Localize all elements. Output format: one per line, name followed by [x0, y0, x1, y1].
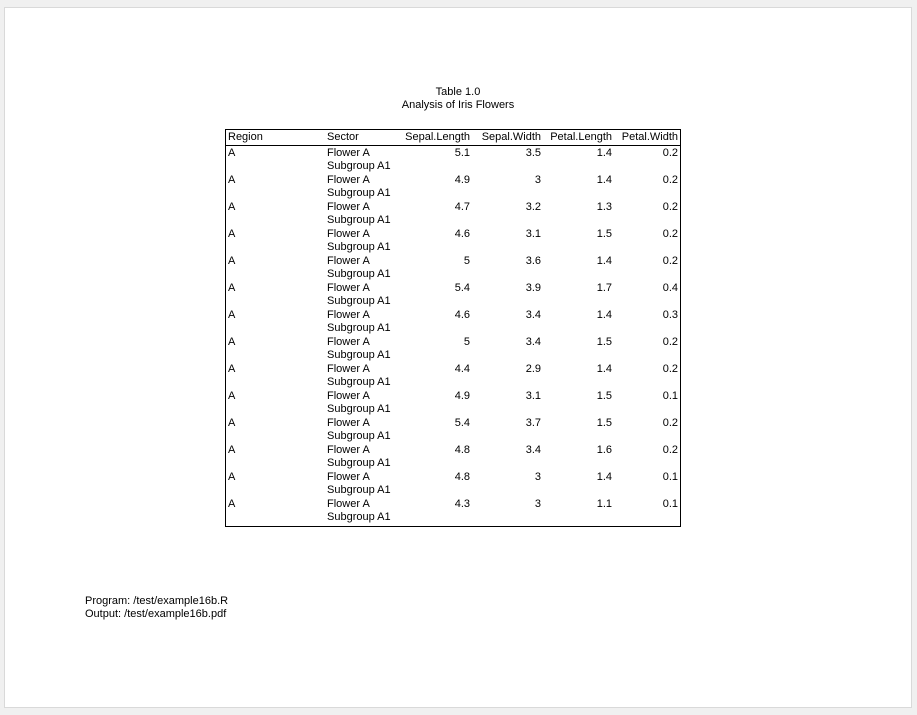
cell-sector [325, 173, 399, 200]
sector-flower: Flower A [327, 336, 370, 348]
cell-petal-length: 1.4 [596, 471, 612, 483]
cell-sepal-width: 3.1 [525, 228, 541, 240]
iris-table-frame [225, 129, 681, 527]
cell-region: A [228, 444, 236, 456]
cell-sepal-length: 4.9 [454, 390, 470, 402]
cell-sepal-length: 4.3 [454, 498, 470, 510]
sector-subgroup: Subgroup A1 [327, 241, 391, 253]
sector-subgroup: Subgroup A1 [327, 403, 391, 415]
cell-sepal-length: 4.4 [454, 363, 470, 375]
cell-region: A [228, 336, 236, 348]
cell-petal-length: 1.1 [596, 498, 612, 510]
cell-petal-length: 1.4 [596, 174, 612, 186]
cell-petal-width: 0.2 [662, 201, 678, 213]
table-row [226, 335, 680, 362]
table-row [226, 443, 680, 470]
sector-flower: Flower A [327, 228, 370, 240]
table-number-title: Table 1.0 [435, 86, 481, 98]
cell-petal-width: 0.2 [662, 336, 678, 348]
cell-sector [325, 470, 399, 497]
sector-subgroup: Subgroup A1 [327, 430, 391, 442]
cell-sepal-length: 5 [463, 255, 470, 267]
cell-petal-width: 0.2 [662, 147, 678, 159]
cell-region: A [228, 498, 236, 510]
cell-petal-width: 0.4 [662, 282, 678, 294]
cell-sector [325, 200, 399, 227]
cell-region: A [228, 282, 236, 294]
sector-flower: Flower A [327, 471, 370, 483]
cell-region: A [228, 390, 236, 402]
cell-sector [325, 443, 399, 470]
cell-sepal-width: 3 [534, 174, 541, 186]
cell-petal-length: 1.5 [596, 228, 612, 240]
cell-sepal-length: 4.7 [454, 201, 470, 213]
cell-petal-length: 1.5 [596, 336, 612, 348]
cell-petal-length: 1.4 [596, 255, 612, 267]
cell-sepal-length: 4.6 [454, 228, 470, 240]
output-path: Output: /test/example16b.pdf [85, 608, 227, 620]
sector-flower: Flower A [327, 498, 370, 510]
table-row [226, 470, 680, 497]
cell-region: A [228, 201, 236, 213]
table-main-title: Analysis of Iris Flowers [401, 99, 515, 111]
cell-sector [325, 362, 399, 389]
cell-sepal-width: 3 [534, 471, 541, 483]
sector-subgroup: Subgroup A1 [327, 457, 391, 469]
cell-petal-length: 1.5 [596, 390, 612, 402]
cell-petal-width: 0.3 [662, 309, 678, 321]
sector-subgroup: Subgroup A1 [327, 160, 391, 172]
cell-region: A [228, 363, 236, 375]
cell-sepal-width: 3 [534, 498, 541, 510]
iris-table [226, 130, 680, 524]
sector-flower: Flower A [327, 390, 370, 402]
table-row [226, 389, 680, 416]
sector-flower: Flower A [327, 417, 370, 429]
table-body [226, 146, 680, 525]
sector-flower: Flower A [327, 444, 370, 456]
cell-sector [325, 335, 399, 362]
report-page [4, 7, 912, 708]
sector-subgroup: Subgroup A1 [327, 268, 391, 280]
cell-sepal-width: 3.2 [525, 201, 541, 213]
cell-sepal-width: 3.4 [525, 444, 541, 456]
sector-subgroup: Subgroup A1 [327, 349, 391, 361]
column-header-region: Region [226, 130, 325, 146]
cell-region: A [228, 147, 236, 159]
report-footer [85, 595, 228, 621]
cell-sector [325, 227, 399, 254]
cell-petal-length: 1.7 [596, 282, 612, 294]
cell-petal-width: 0.2 [662, 363, 678, 375]
cell-sector [325, 281, 399, 308]
cell-petal-length: 1.5 [596, 417, 612, 429]
cell-petal-width: 0.1 [662, 498, 678, 510]
sector-flower: Flower A [327, 147, 370, 159]
cell-sepal-length: 4.8 [454, 444, 470, 456]
cell-sector [325, 497, 399, 524]
sector-subgroup: Subgroup A1 [327, 484, 391, 496]
column-header-sepal-width: Sepal.Width [472, 130, 543, 146]
table-header-row [226, 130, 680, 146]
cell-region: A [228, 471, 236, 483]
sector-flower: Flower A [327, 174, 370, 186]
cell-region: A [228, 417, 236, 429]
cell-region: A [228, 174, 236, 186]
cell-petal-width: 0.2 [662, 228, 678, 240]
sector-subgroup: Subgroup A1 [327, 376, 391, 388]
table-row [226, 362, 680, 389]
column-header-sector: Sector [325, 130, 399, 146]
cell-sector [325, 389, 399, 416]
cell-sector [325, 416, 399, 443]
program-path: Program: /test/example16b.R [85, 595, 229, 607]
cell-sepal-width: 2.9 [525, 363, 541, 375]
cell-petal-length: 1.4 [596, 147, 612, 159]
table-row [226, 227, 680, 254]
cell-sepal-width: 3.6 [525, 255, 541, 267]
column-header-petal-width: Petal.Width [614, 130, 680, 146]
cell-sepal-width: 3.1 [525, 390, 541, 402]
cell-sepal-length: 5.4 [454, 282, 470, 294]
cell-petal-length: 1.4 [596, 363, 612, 375]
table-row [226, 146, 680, 174]
cell-sector [325, 308, 399, 335]
cell-sepal-length: 5 [463, 336, 470, 348]
cell-petal-length: 1.4 [596, 309, 612, 321]
column-header-petal-length: Petal.Length [543, 130, 614, 146]
table-row [226, 254, 680, 281]
cell-petal-width: 0.1 [662, 390, 678, 402]
cell-petal-width: 0.2 [662, 417, 678, 429]
cell-region: A [228, 255, 236, 267]
cell-sector [325, 146, 399, 174]
sector-subgroup: Subgroup A1 [327, 322, 391, 334]
table-row [226, 416, 680, 443]
sector-flower: Flower A [327, 201, 370, 213]
sector-subgroup: Subgroup A1 [327, 187, 391, 199]
cell-sepal-length: 5.1 [454, 147, 470, 159]
column-header-sepal-length: Sepal.Length [399, 130, 472, 146]
table-row [226, 281, 680, 308]
sector-flower: Flower A [327, 282, 370, 294]
cell-petal-width: 0.2 [662, 444, 678, 456]
sector-subgroup: Subgroup A1 [327, 214, 391, 226]
cell-sepal-width: 3.4 [525, 309, 541, 321]
cell-petal-length: 1.6 [596, 444, 612, 456]
cell-sepal-length: 5.4 [454, 417, 470, 429]
cell-petal-width: 0.2 [662, 174, 678, 186]
sector-flower: Flower A [327, 255, 370, 267]
cell-sepal-width: 3.7 [525, 417, 541, 429]
report-titles [5, 86, 911, 112]
table-row [226, 497, 680, 524]
cell-petal-width: 0.1 [662, 471, 678, 483]
sector-flower: Flower A [327, 309, 370, 321]
cell-petal-length: 1.3 [596, 201, 612, 213]
table-row [226, 200, 680, 227]
cell-petal-width: 0.2 [662, 255, 678, 267]
sector-flower: Flower A [327, 363, 370, 375]
cell-sepal-width: 3.5 [525, 147, 541, 159]
table-row [226, 308, 680, 335]
cell-sepal-length: 4.6 [454, 309, 470, 321]
table-row [226, 173, 680, 200]
cell-region: A [228, 228, 236, 240]
cell-sepal-width: 3.4 [525, 336, 541, 348]
cell-sepal-width: 3.9 [525, 282, 541, 294]
sector-subgroup: Subgroup A1 [327, 295, 391, 307]
cell-sepal-length: 4.8 [454, 471, 470, 483]
sector-subgroup: Subgroup A1 [327, 511, 391, 523]
cell-region: A [228, 309, 236, 321]
cell-sector [325, 254, 399, 281]
cell-sepal-length: 4.9 [454, 174, 470, 186]
